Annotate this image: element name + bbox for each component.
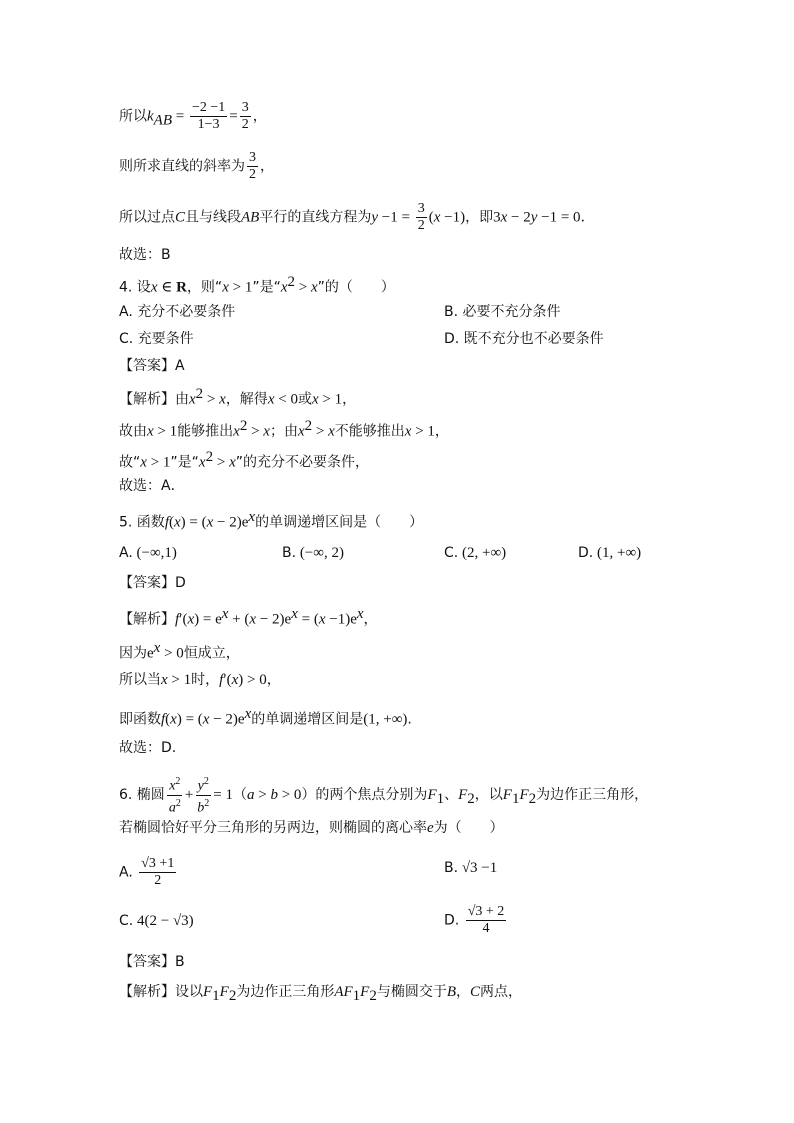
fraction: $\frac{x^2}{a^2}$ [168, 776, 181, 816]
answer-label: 【答案】D [119, 575, 186, 591]
option-a: A. $\frac{√3 +1}{2}$ [119, 856, 175, 888]
option-b: B. (−∞, 2) [282, 545, 344, 561]
fraction: $\frac{√3 +1}{2}$ [141, 856, 175, 888]
question-5-stem: 5. 函数$f(x) = (x - 2)e^x$的单调递增区间是（ ） [119, 509, 424, 531]
option-a: A. 充分不必要条件 [119, 304, 236, 320]
option-c: C. 4(2 − √3) [119, 913, 194, 929]
fraction: $\frac{-2 -1}{1-3}$ [191, 100, 226, 132]
text-line: 故选：A． [119, 478, 185, 494]
text-line: 若椭圆恰好平分三角形的另两边，则椭圆的离心率e为（ ） [119, 820, 504, 836]
fraction: $\frac{3}{2}$ [417, 201, 425, 233]
text-line: 所以过点C且与线段AB平行的直线方程为y −1 = $\frac{3}{2}$ (x −1)，即3x − 2y −1 = 0． [119, 201, 595, 233]
question-4-stem: 4. 设x ∈ R，则“x > 1”是“$x^2 > x$”的（ ） [119, 274, 395, 296]
explanation-line: 因为$e^x > 0$恒成立， [119, 640, 240, 662]
option-d: D. 既不充分也不必要条件 [444, 331, 604, 347]
option-d: D. (1, +∞) [578, 545, 642, 561]
explanation-line: 【解析】设以$F_1F_2$为边作正三角形$AF_1F_2$与椭圆交于B，C两点， [119, 984, 523, 1004]
explanation-line: 【解析】由$x^2 > x$，解得x < 0或x > 1， [119, 386, 357, 408]
option-b: B. 必要不充分条件 [444, 304, 561, 320]
option-d: D. $\frac{√3 + 2}{4}$ [444, 904, 505, 936]
explanation-line: 故“x > 1”是“$x^2 > x$”的充分不必要条件， [119, 449, 369, 471]
fraction: $\frac{3}{2}$ [241, 100, 249, 132]
question-6-stem: 6. 椭圆 $\frac{x^2}{a^2}$ + $\frac{y^2}{b^2}$ = 1（a > b > 0）的两个焦点分别为$F_1$、$F_2$，以$F_1F_2$为边作正三角形， [119, 776, 649, 816]
option-c: C. 充要条件 [119, 331, 194, 347]
explanation-line: 【解析】$f'(x) = e^x + (x - 2)e^x = (x -1)e^x$， [119, 606, 378, 628]
text-line: 故选：B [119, 247, 171, 263]
explanation-line: 故由x > 1能够推出$x^2 > x$；由$x^2 > x$不能够推出x > 1， [119, 418, 449, 440]
explanation-line: 即函数$f(x) = (x - 2)e^x$的单调递增区间是(1, +∞). [119, 706, 412, 728]
text-line: 故选：D. [119, 740, 177, 756]
text-line: 所以$k_{AB}$ = $\frac{-2 -1}{1-3}$ = $\frac{3}{2}$ ， [119, 100, 267, 132]
text-line: 则所求直线的斜率为 $\frac{3}{2}$ ， [119, 150, 274, 182]
option-a: A. (−∞,1) [119, 545, 177, 561]
option-c: C. (2, +∞) [444, 545, 507, 561]
option-b: B. √3 −1 [444, 860, 498, 876]
fraction: $\frac{3}{2}$ [249, 150, 256, 182]
explanation-line: 所以当x > 1时，f′(x) > 0， [119, 672, 281, 688]
answer-label: 【答案】A [119, 358, 185, 374]
answer-label: 【答案】B [119, 954, 185, 970]
fraction: $\frac{√3 + 2}{4}$ [467, 904, 505, 936]
fraction: $\frac{y^2}{b^2}$ [197, 776, 210, 816]
